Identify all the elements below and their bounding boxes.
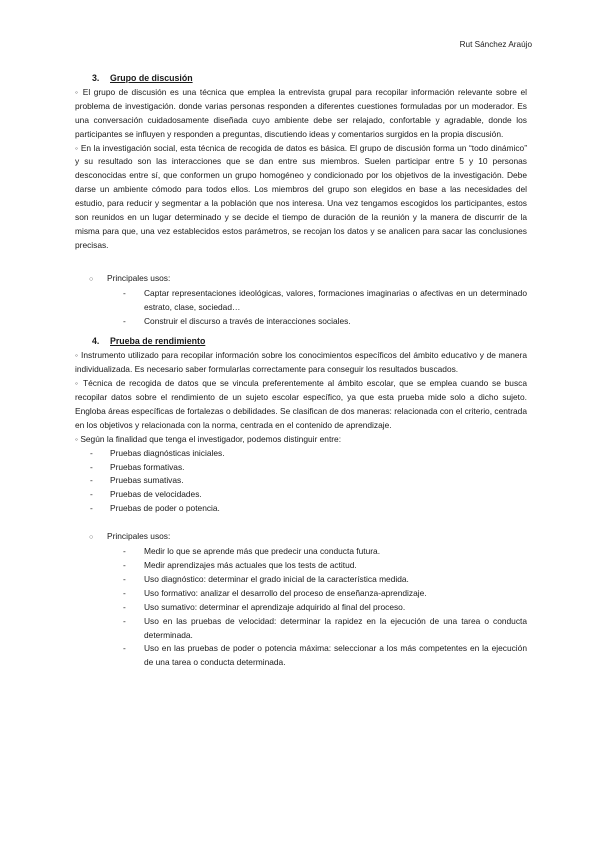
list-item: - Pruebas formativas. (90, 461, 527, 475)
bullet-icon: ◦ (75, 86, 80, 97)
section-3-title: Grupo de discusión (110, 73, 193, 83)
bullet-icon: ◦ (75, 142, 79, 153)
list-item: - Pruebas de velocidades. (90, 488, 527, 502)
document-body (75, 72, 527, 670)
section-4-number: 4. (92, 336, 100, 347)
section-4-uses-items (75, 545, 527, 670)
section-4-heading (75, 335, 527, 349)
list-item: - Uso formativo: analizar el desarrollo del proceso de enseñanza-aprendizaje. (123, 587, 527, 601)
list-item: - Pruebas sumativas. (90, 474, 527, 488)
list-item: - Pruebas de poder o potencia. (90, 502, 527, 516)
list-item: - Uso sumativo: determinar el aprendizaje adquirido al final del proceso. (123, 601, 527, 615)
bullet-icon: ◦ (75, 433, 78, 444)
section-3-heading (75, 72, 527, 86)
list-item: - Uso diagnóstico: determinar el grado inicial de la característica medida. (123, 573, 527, 587)
list-item: - Uso en las pruebas de velocidad: determinar la rapidez en la ejecución de una tarea o conducta determinada. (123, 615, 527, 643)
bullet-icon: ◦ (75, 378, 80, 389)
list-item: - Uso en las pruebas de poder o potencia máxima: seleccionar a los más competentes en la ejecución de una tarea o conducta determinada. (123, 642, 527, 670)
section-4-uses-label: ○ Principales usos: (89, 530, 527, 545)
section-4-title: Prueba de rendimiento (110, 336, 206, 347)
section-3-uses-list (75, 272, 527, 287)
section-3-paragraph-1: ◦ El grupo de discusión es una técnica que emplea la entrevista grupal para recopilar información relevante sobre el problema de investigación. donde varias personas responden a diferentes cuestiones formuladas por un moderador. Es una conversación cuidadosamente diseñada cuyo ambiente debe ser relajado, confortable y agradable, donde los participantes se influyen y responden a preguntas, discutiendo ideas y comentarios surgidos en la propia discusión. (75, 86, 527, 139)
section-4-paragraph-1: ◦ Instrumento utilizado para recopilar información sobre los conocimientos específicos del ámbito educativo y de manera individualizada. Es necesario saber formularlas correctamente para conseguir los resultados buscados. (75, 350, 527, 375)
list-item: - Medir lo que se aprende más que predecir una conducta futura. (123, 545, 527, 559)
section-3-paragraph-2: ◦ En la investigación social, esta técnica de recogida de datos es básica. El grupo de discusión forma un “todo dinámico” y su resultado son las interacciones que se dan entre sus miembros. Suelen participar entre 5 y 10 personas desconocidas entre sí, que conformen un grupo homogéneo y condicionado por los objetivos de la investigación. Debe darse un ambiente cómodo para todos ellos. Los miembros del grupo son elegidos en base a las necesidades del estudio, para reducir y segmentar a la población que nos interesa. Una vez tengamos escogidos los participantes, estos son reunidos en un lugar determinado y se decide el tiempo de duración de la reunión y la manera de discurrir de la misma para que, una vez establecidos estos parámetros, se recojan los datos y se analicen para sacar las conclusiones precisas. (75, 142, 527, 250)
author-header: Rut Sánchez Araújo (459, 40, 532, 49)
section-4-types-list (75, 447, 527, 517)
section-3-number: 3. (92, 73, 100, 83)
list-item: - Captar representaciones ideológicas, valores, formaciones imaginarias o afectivas en un determinado estrato, clase, sociedad… (123, 287, 527, 315)
list-item: - Medir aprendizajes más actuales que los tests de actitud. (123, 559, 527, 573)
list-item: - Pruebas diagnósticas iniciales. (90, 447, 527, 461)
section-4-uses-list (75, 530, 527, 545)
list-item: - Construir el discurso a través de interacciones sociales. (123, 315, 527, 329)
section-4-paragraph-2: ◦ Técnica de recogida de datos que se vincula preferentemente al ámbito escolar, que se emplea cuando se busca recopilar datos sobre el rendimiento de un sujeto escolar específico, ya que esta prueba mide solo a dicho sujeto. Engloba áreas específicas de fortalezas o debilidades. Se clasifican de dos maneras: relacionada con el criterio, centrada en los objetivos y relacionada con la norma, centrada en el contenido de aprendizaje. (75, 378, 527, 430)
section-3-uses-items (75, 287, 527, 329)
section-3-uses-label: ○ Principales usos: (89, 272, 527, 287)
section-4-paragraph-3: ◦ Según la finalidad que tenga el investigador, podemos distinguir entre: (75, 433, 342, 444)
bullet-icon: ◦ (75, 350, 79, 361)
